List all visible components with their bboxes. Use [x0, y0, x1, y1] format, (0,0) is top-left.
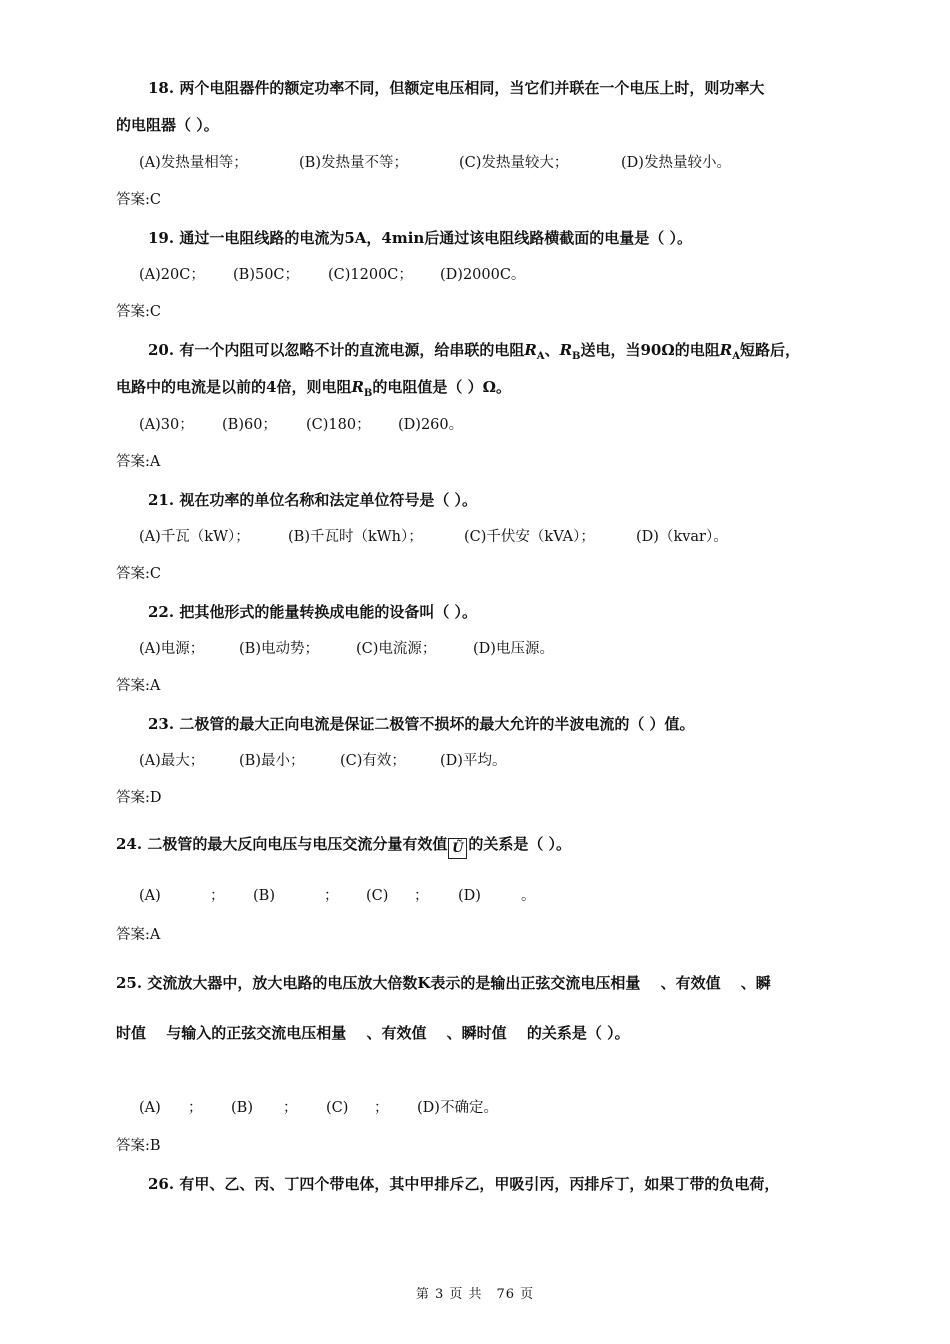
question-22-options — [139, 639, 554, 659]
answer-18: 答案:C — [116, 192, 161, 208]
resistor-rb: R — [559, 341, 573, 359]
sub-a: A — [536, 351, 545, 362]
question-25-line-1: 25. 交流放大器中，放大电路的电压放大倍数K表示的是输出正弦交流电压相量 、有效值 、瞬 — [116, 974, 771, 992]
question-20-options — [139, 415, 463, 435]
sub-a-2: A — [732, 351, 740, 362]
question-23-options — [139, 751, 506, 771]
option-b-end: ； — [324, 888, 339, 904]
voltage-symbol-icon: Ũ — [448, 838, 467, 859]
question-23-line-1: 23. 二极管的最大正向电流是保证二极管不损坏的最大允许的半波电流的（ ）值。 — [148, 715, 695, 733]
q20-text-5: 的电阻值是（ ）Ω。 — [372, 378, 511, 396]
page-footer: 第 3 页 共 76 页 — [415, 1287, 535, 1302]
answer-22: 答案:A — [116, 678, 161, 694]
answer-24: 答案:A — [116, 927, 161, 943]
option-a: (A)最大； — [139, 753, 205, 769]
question-18-line-2: 的电阻器（ ）。 — [116, 116, 219, 134]
option-c: (C) — [366, 888, 389, 904]
option-c: (C)180； — [306, 417, 371, 433]
resistor-rb-2: R — [351, 378, 364, 396]
resistor-ra: R — [524, 341, 537, 359]
option-a: (A) — [139, 888, 161, 904]
q20-text-1: 20. 有一个内阻可以忽略不计的直流电源，给串联的电阻 — [148, 341, 525, 359]
option-a: (A)20C； — [139, 267, 205, 283]
option-a: (A) — [139, 1100, 161, 1116]
option-c-end: ； — [374, 1100, 389, 1116]
resistor-ra-2: R — [719, 341, 733, 359]
question-21-line-1: 21. 视在功率的单位名称和法定单位符号是（ ）。 — [148, 491, 478, 509]
q20-text-2: 送电，当90Ω的电阻 — [580, 341, 720, 359]
question-20-line-1 — [148, 340, 800, 360]
option-a-end: ； — [210, 888, 225, 904]
option-b: (B)电动势； — [239, 641, 319, 657]
question-22-line-1: 22. 把其他形式的能量转换成电能的设备叫（ ）。 — [148, 603, 478, 621]
question-24-options — [139, 886, 536, 906]
option-b: (B)发热量不等； — [299, 155, 408, 171]
q20-text-4: 电路中的电流是以前的4倍，则电阻 — [116, 378, 352, 396]
option-b: (B)60； — [222, 417, 277, 433]
question-24-line-1 — [116, 834, 571, 859]
answer-21: 答案:C — [116, 566, 161, 582]
q24-text-1: 24. 二极管的最大反向电压与电压交流分量有效值 — [116, 835, 448, 853]
option-b: (B) — [253, 888, 275, 904]
question-25-options — [139, 1098, 498, 1118]
option-d: (D) — [458, 888, 481, 904]
option-d: (D)260。 — [398, 417, 464, 433]
q24-text-2: 的关系是（ ）。 — [468, 835, 572, 853]
option-c: (C)电流源； — [356, 641, 437, 657]
option-a: (A)30； — [139, 417, 194, 433]
question-21-options — [139, 527, 728, 547]
option-c: (C)发热量较大； — [459, 155, 569, 171]
answer-25: 答案:B — [116, 1138, 161, 1154]
question-19-options — [139, 265, 525, 285]
separator: 、 — [544, 341, 560, 359]
option-b: (B)50C； — [233, 267, 300, 283]
question-18-line-1: 18. 两个电阻器件的额定功率不同，但额定电压相同，当它们并联在一个电压上时，则功率大 — [148, 79, 765, 97]
option-a-end: ； — [188, 1100, 203, 1116]
option-a: (A)电源； — [139, 641, 205, 657]
answer-19: 答案:C — [116, 304, 161, 320]
option-b: (B)千瓦时（kWh）； — [288, 529, 423, 545]
option-c: (C)1200C； — [328, 267, 413, 283]
question-25-line-2: 时值 与输入的正弦交流电压相量 、有效值 、瞬时值 的关系是（ ）。 — [116, 1024, 630, 1042]
answer-23: 答案:D — [116, 790, 162, 806]
option-b-end: ； — [283, 1100, 298, 1116]
option-d: (D)2000C。 — [440, 267, 526, 283]
sub-b-2: B — [363, 388, 373, 399]
option-a: (A)发热量相等； — [139, 155, 248, 171]
option-d: (D)发热量较小。 — [621, 155, 731, 171]
option-c: (C) — [326, 1100, 349, 1116]
option-d: (D)（kvar）。 — [636, 529, 728, 545]
question-20-line-2 — [116, 377, 511, 397]
sub-b: B — [572, 351, 581, 362]
option-c-end: ； — [414, 888, 429, 904]
option-b: (B) — [231, 1100, 253, 1116]
option-c: (C)有效； — [340, 753, 406, 769]
option-d-end: 。 — [521, 888, 536, 904]
option-c: (C)千伏安（kVA）； — [464, 529, 595, 545]
question-19-line-1: 19. 通过一电阻线路的电流为5A，4min后通过该电阻线路横截面的电量是（ ）。 — [148, 229, 693, 247]
question-18-options — [139, 153, 731, 173]
question-26-line-1: 26. 有甲、乙、丙、丁四个带电体，其中甲排斥乙，甲吸引丙，丙排斥丁，如果丁带的负电荷， — [148, 1175, 780, 1193]
option-b: (B)最小； — [239, 753, 305, 769]
option-a: (A)千瓦（kW）； — [139, 529, 250, 545]
option-d: (D)电压源。 — [473, 641, 554, 657]
option-d: (D)平均。 — [440, 753, 507, 769]
answer-20: 答案:A — [116, 454, 161, 470]
option-d: (D)不确定。 — [417, 1100, 498, 1116]
q20-text-3: 短路后， — [739, 341, 800, 359]
